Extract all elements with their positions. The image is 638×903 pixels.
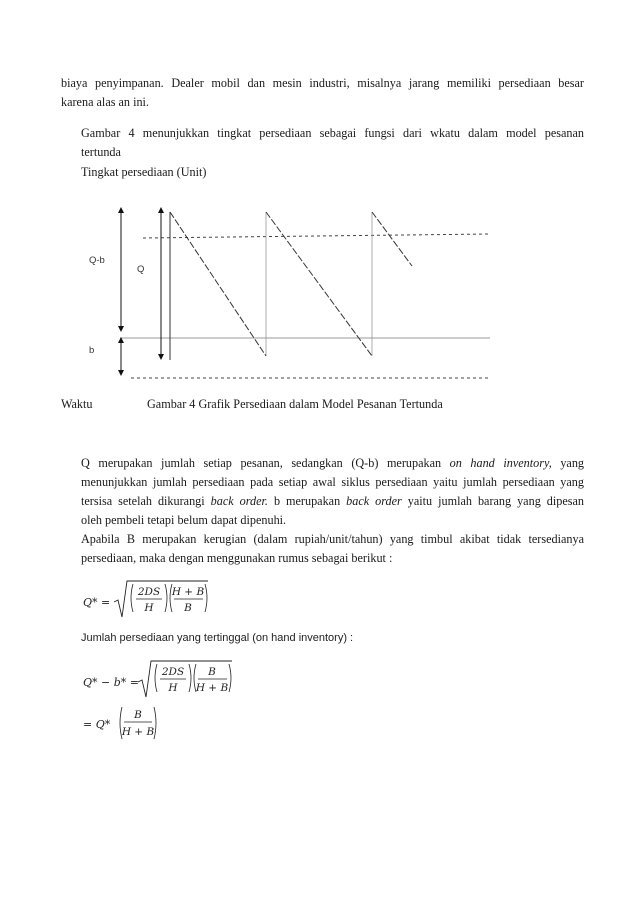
paragraph-line: Apabila B merupakan kerugian (dalam rupiah/unit/tahun) yang timbul akibat tidak tersedianya xyxy=(81,532,584,546)
x-axis-label: Waktu xyxy=(61,397,93,411)
fraction-denominator: B xyxy=(184,602,192,614)
fraction-denominator: H + B xyxy=(195,682,229,694)
paragraph-line xyxy=(81,492,584,511)
paragraph-q-explanation xyxy=(81,454,584,530)
term-back-order: back order xyxy=(346,494,402,508)
figure-caption: Gambar 4 Grafik Persediaan dalam Model Pesanan Tertunda xyxy=(147,397,443,411)
paragraph-line: menunjukkan jumlah persediaan pada setiap awal siklus persediaan yaitu jumlah persediaan yang xyxy=(81,475,584,489)
text-run: yaitu jumlah barang yang dipesan xyxy=(407,494,584,508)
label-b: b xyxy=(89,345,95,356)
fraction-numerator: H + B xyxy=(171,586,205,598)
text-run: yang xyxy=(560,456,585,470)
term-on-hand-inventory: on hand inventory, xyxy=(449,456,552,470)
label-q: Q xyxy=(137,264,145,275)
label-q-minus-b: Q-b xyxy=(89,255,105,266)
inventory-chart xyxy=(0,190,638,430)
inventory-decline-line xyxy=(170,212,266,356)
paragraph-line xyxy=(81,454,584,473)
formula-lhs: Q* = xyxy=(83,596,111,609)
paragraph-figure-intro xyxy=(81,124,584,162)
formula-onhand-inventory xyxy=(80,657,250,707)
onhand-level-line xyxy=(143,234,490,238)
fraction-denominator: H xyxy=(168,682,178,694)
onhand-inventory-label: Jumlah persediaan yang tertinggal (on hand inventory) : xyxy=(81,632,354,644)
inventory-decline-line xyxy=(372,212,412,266)
term-back-order: back order. xyxy=(210,494,268,508)
paragraph-line: oleh pembeli tetapi belum dapat dipenuhi. xyxy=(81,513,287,527)
formula-optimal-order xyxy=(80,577,220,627)
formula-lhs: = Q* xyxy=(83,718,111,731)
paragraph-line: tertunda xyxy=(81,145,121,159)
paragraph-intro xyxy=(61,74,584,112)
formula-lhs: Q* − b* = xyxy=(83,676,139,689)
fraction-numerator: B xyxy=(208,666,216,678)
text-run: tersisa setelah dikurangi xyxy=(81,494,205,508)
paragraph-line: biaya penyimpanan. Dealer mobil dan mesin industri, misalnya jarang memiliki persediaan besar xyxy=(61,76,584,90)
paragraph-line: persediaan, maka dengan menggunakan rumus sebagai berikut : xyxy=(81,551,393,565)
fraction-numerator: 2DS xyxy=(161,666,185,678)
inventory-decline-line xyxy=(266,212,372,356)
paragraph-b-definition xyxy=(81,530,584,568)
paragraph-line: Gambar 4 menunjukkan tingkat persediaan sebagai fungsi dari wkatu dalam model pesanan xyxy=(81,126,584,140)
formula-onhand-simplified xyxy=(80,704,190,748)
fraction-numerator: 2DS xyxy=(137,586,161,598)
text-run: b merupakan xyxy=(273,494,341,508)
text-run: Q merupakan jumlah setiap pesanan, sedangkan (Q-b) merupakan xyxy=(81,456,442,470)
y-axis-title: Tingkat persediaan (Unit) xyxy=(81,165,207,179)
fraction-denominator: H xyxy=(144,602,154,614)
fraction-numerator: B xyxy=(134,709,142,721)
paragraph-line: karena alas an ini. xyxy=(61,95,149,109)
fraction-denominator: H + B xyxy=(121,726,155,738)
